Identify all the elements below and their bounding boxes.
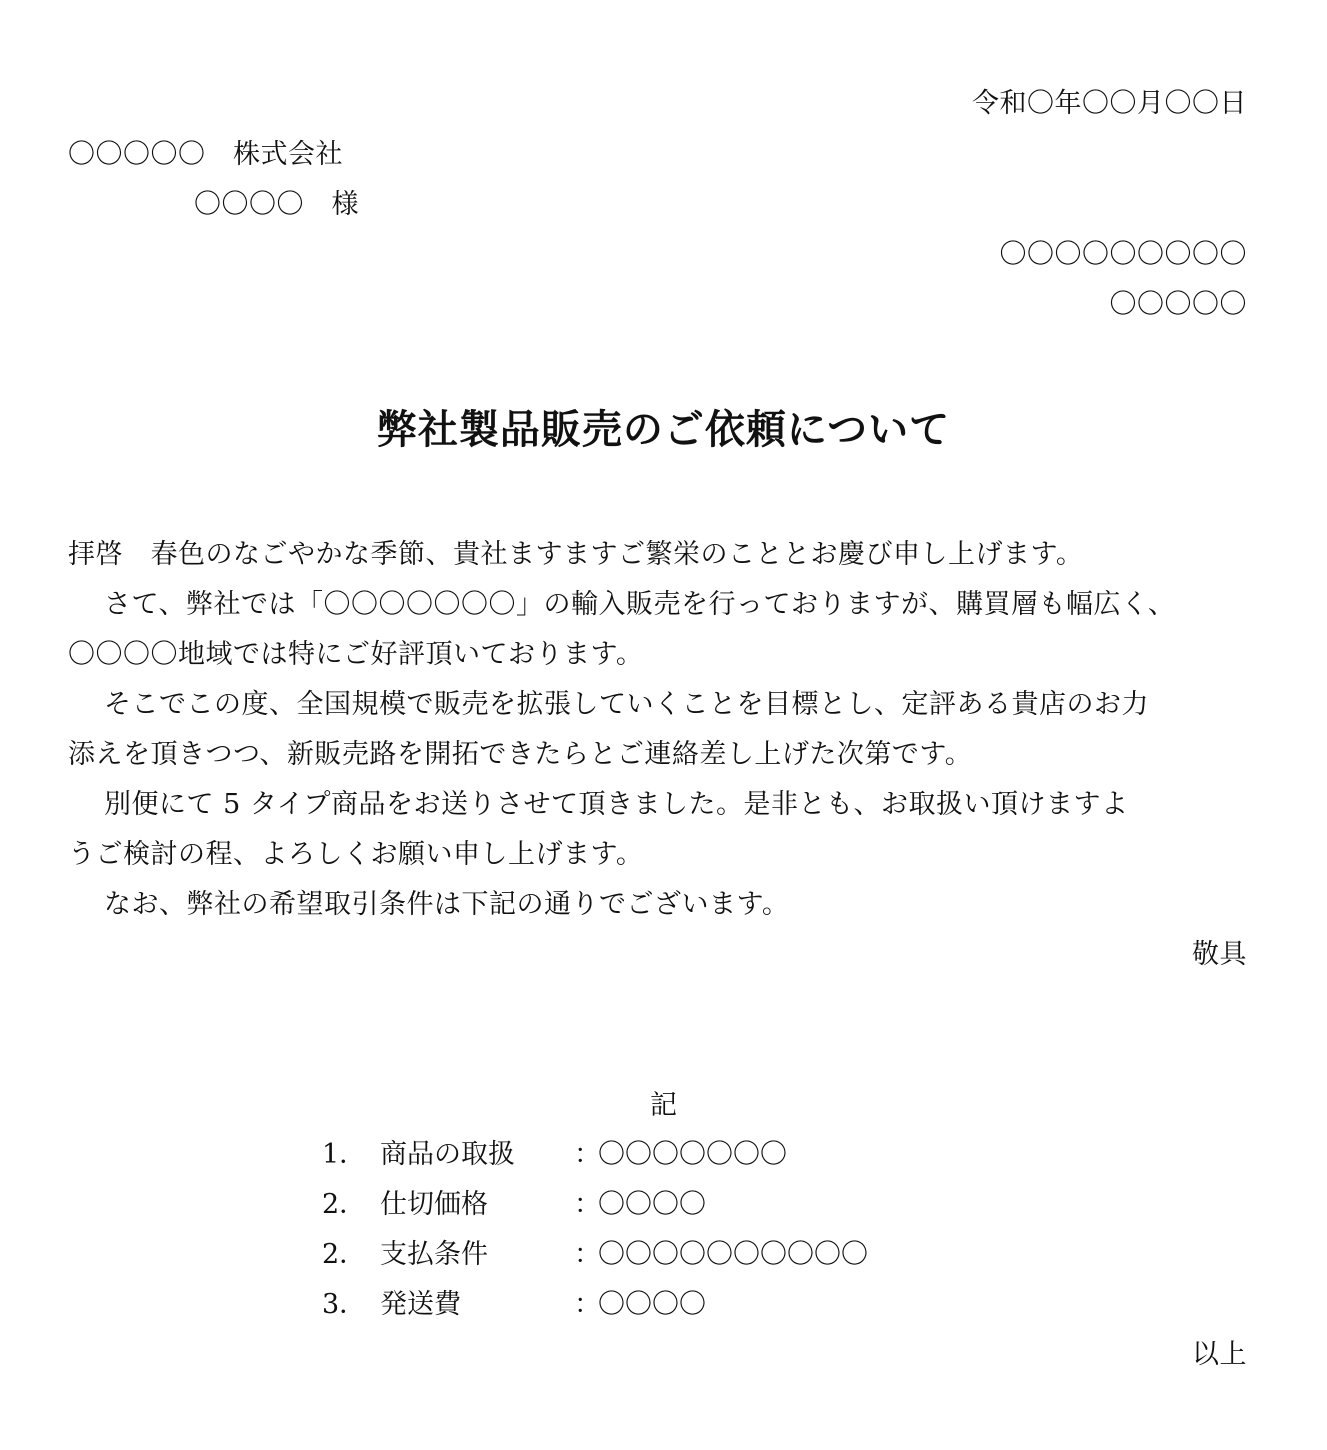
body-line-2: さて、弊社では「〇〇〇〇〇〇〇」の輸入販売を行っておりますが、購買層も幅広く、 [104, 589, 1176, 620]
body-line-4: そこでこの度、全国規模で販売を拡張していくことを目標とし、定評ある貴店のお力 [104, 689, 1149, 720]
letter-date: 令和〇年〇〇月〇〇日 [972, 88, 1247, 119]
item-value: 〇〇〇〇〇〇〇〇〇〇 [598, 1239, 868, 1270]
sender-company: 〇〇〇〇〇〇〇〇〇 [999, 239, 1247, 270]
item-label: 発送費 [380, 1289, 461, 1320]
item-label: 支払条件 [380, 1239, 488, 1270]
body-line-3: 〇〇〇〇地域では特にご好評頂いております。 [68, 639, 644, 670]
item-label: 商品の取扱 [380, 1139, 515, 1170]
recipient-name: 〇〇〇〇 様 [194, 189, 359, 220]
item-number: 2． [322, 1189, 367, 1220]
body-line-5: 添えを頂きつつ、新販売路を開拓できたらとご連絡差し上げた次第です。 [68, 739, 973, 770]
sender-name: 〇〇〇〇〇 [1109, 289, 1247, 320]
recipient-company: 〇〇〇〇〇 株式会社 [68, 139, 343, 170]
document-title: 弊社製品販売のご依頼について [376, 406, 951, 453]
item-number: 2． [322, 1239, 367, 1270]
item-colon: ： [574, 1239, 601, 1270]
item-label: 仕切価格 [380, 1189, 488, 1220]
item-number: 3． [322, 1289, 367, 1320]
item-value: 〇〇〇〇 [598, 1289, 706, 1320]
item-colon: ： [574, 1289, 601, 1320]
body-line-8: なお、弊社の希望取引条件は下記の通りでございます。 [104, 889, 790, 920]
item-number: 1． [322, 1139, 367, 1170]
closing-ijo: 以上 [1192, 1339, 1247, 1370]
item-value: 〇〇〇〇 [598, 1189, 706, 1220]
item-value: 〇〇〇〇〇〇〇 [598, 1139, 787, 1170]
body-line-1: 拝啓 春色のなごやかな季節、貴社ますますご繁栄のこととお慶び申し上げます。 [68, 539, 1084, 570]
record-heading: 記 [650, 1090, 677, 1121]
item-colon: ： [574, 1189, 601, 1220]
item-colon: ： [574, 1139, 601, 1170]
closing-keigu: 敬具 [1192, 939, 1247, 970]
body-line-7: うご検討の程、よろしくお願い申し上げます。 [68, 839, 644, 870]
body-line-6: 別便にて 5 タイプ商品をお送りさせて頂きました。是非とも、お取扱い頂けますよ [104, 789, 1129, 820]
